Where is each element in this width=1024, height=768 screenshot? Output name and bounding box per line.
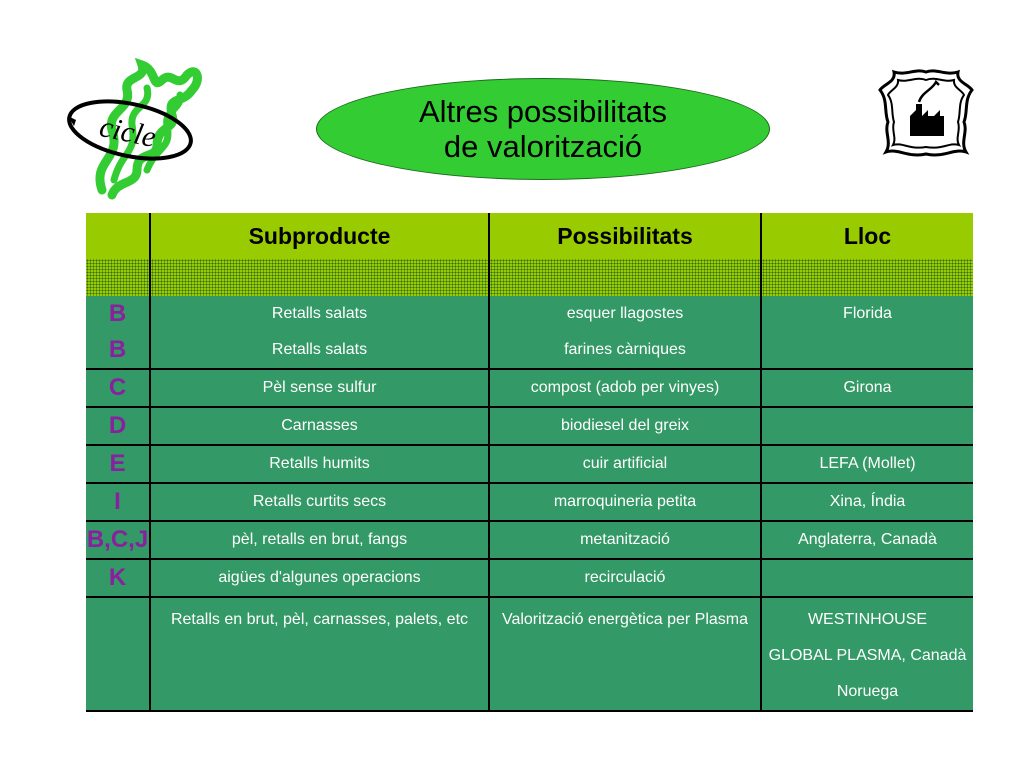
table-hatch-row: [86, 259, 973, 296]
header-subproducte: Subproducte: [150, 213, 489, 259]
row-code: [86, 597, 150, 711]
row-subproducte: pèl, retalls en brut, fangs: [150, 521, 489, 559]
title-banner: [316, 78, 770, 180]
title-line-2: de valorització: [443, 129, 643, 164]
row-subproducte: Pèl sense sulfur: [150, 369, 489, 407]
valorization-table: [86, 213, 973, 712]
row-lloc: [761, 559, 973, 597]
row-code: E: [86, 445, 150, 483]
row-lloc: [761, 597, 973, 711]
row-possibilitats: [489, 597, 761, 711]
table-row: [86, 521, 973, 559]
row-possibilitats: farines càrniques: [489, 332, 761, 369]
row-possibilitats: biodiesel del greix: [489, 407, 761, 445]
row-lloc: Anglaterra, Canadà: [761, 521, 973, 559]
title-line-1: Altres possibilitats: [418, 94, 668, 129]
table-header-row: [86, 213, 973, 259]
table-row: [86, 369, 973, 407]
table-row: [86, 296, 973, 332]
cicle-logo: [62, 50, 212, 200]
table-row: [86, 407, 973, 445]
row-possibilitats: recirculació: [489, 559, 761, 597]
row-lloc-line: Noruega: [836, 683, 899, 700]
hatch-cell: [86, 259, 150, 296]
table-row: [86, 483, 973, 521]
table-row: [86, 597, 973, 711]
header-lloc: Lloc: [761, 213, 973, 259]
row-possibilitats: marroquineria petita: [489, 483, 761, 521]
row-lloc: LEFA (Mollet): [761, 445, 973, 483]
row-code: K: [86, 559, 150, 597]
row-possibilitats-text: Valorització energètica per Plasma: [501, 611, 749, 628]
row-possibilitats: compost (adob per vinyes): [489, 369, 761, 407]
hatch-cell: [489, 259, 761, 296]
row-subproducte: Retalls humits: [150, 445, 489, 483]
row-subproducte: Retalls salats: [150, 296, 489, 332]
row-code: B,C,J: [86, 521, 150, 559]
row-lloc-line: WESTINHOUSE: [807, 611, 928, 628]
table-row: [86, 559, 973, 597]
row-code: B: [86, 296, 150, 332]
row-possibilitats: cuir artificial: [489, 445, 761, 483]
row-lloc: Florida: [761, 296, 973, 332]
header-code: [86, 213, 150, 259]
table-row: [86, 445, 973, 483]
row-lloc: [761, 332, 973, 369]
cicle-logo-text: cicle: [96, 110, 159, 155]
tannery-logo: [876, 66, 976, 160]
row-lloc: Girona: [761, 369, 973, 407]
row-code: C: [86, 369, 150, 407]
row-subproducte: Carnasses: [150, 407, 489, 445]
row-possibilitats: metanització: [489, 521, 761, 559]
row-subproducte: Retalls curtits secs: [150, 483, 489, 521]
row-possibilitats: esquer llagostes: [489, 296, 761, 332]
row-subproducte: [150, 597, 489, 711]
row-lloc: Xina, Índia: [761, 483, 973, 521]
header-possibilitats: Possibilitats: [489, 213, 761, 259]
row-code: B: [86, 332, 150, 369]
hatch-cell: [150, 259, 489, 296]
row-lloc: [761, 407, 973, 445]
row-subproducte-text: Retalls en brut, pèl, carnasses, palets, etc: [170, 611, 469, 628]
row-subproducte: aigües d'algunes operacions: [150, 559, 489, 597]
table-row: [86, 332, 973, 369]
row-code: D: [86, 407, 150, 445]
row-subproducte: Retalls salats: [150, 332, 489, 369]
row-lloc-line: GLOBAL PLASMA, Canadà: [768, 647, 967, 664]
hatch-cell: [761, 259, 973, 296]
row-code: I: [86, 483, 150, 521]
